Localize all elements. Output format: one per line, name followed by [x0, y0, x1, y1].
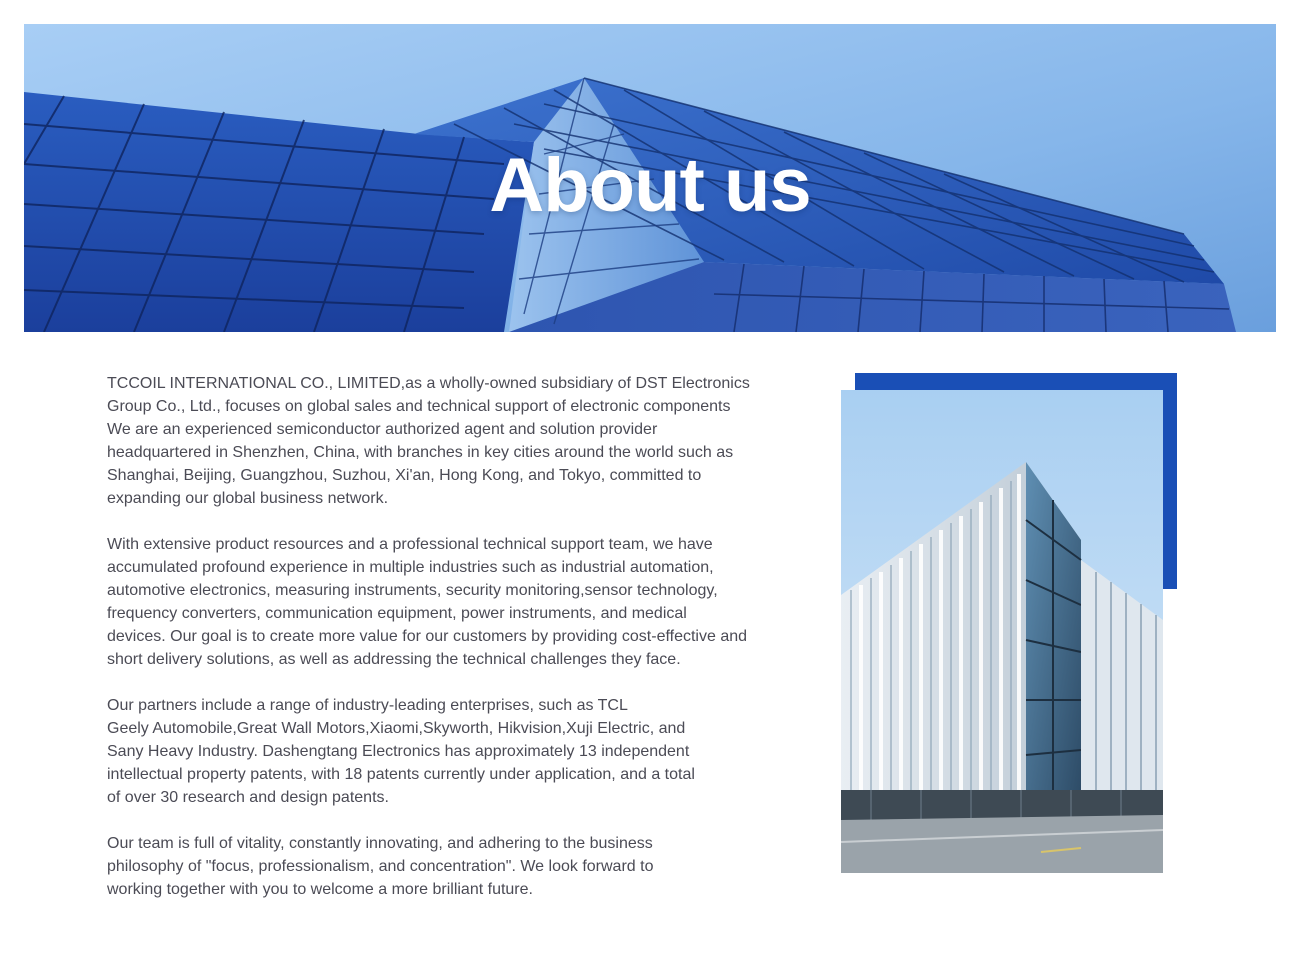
hero-banner — [24, 24, 1276, 332]
paragraph-team: Our team is full of vitality, constantly innovating, and adhering to the business philosophy of "focus, professionalism, and concentration". We look forward to working together with you to welcome a more brilliant future. — [107, 835, 654, 898]
office-building-photo — [841, 390, 1163, 873]
paragraph-experience: With extensive product resources and a professional technical support team, we have accumulated profound experience in multiple industries such as industrial automation, automotive electronics, measuring instruments, security monitoring,sensor technology, frequency converters, communication equipment, power instruments, and medical devices. Our goal is to create more value for our customers by providing cost-effective and short delivery solutions, as well as addressing the technical challenges they face. — [107, 536, 748, 668]
paragraph-partners: Our partners include a range of industry-leading enterprises, such as TCL Geely Automobile,Great Wall Motors,Xiaomi,Skyworth, Hikvision,Xuji Electric, and Sany Heavy Industry. Dashengtang Electronics has approximately 13 independent intellectual property patents, with 18 patents currently under application, and a total of over 30 research and design patents. — [107, 697, 695, 806]
about-text — [107, 372, 779, 924]
building-image — [841, 390, 1163, 873]
page-title: About us — [489, 143, 811, 228]
paragraph-intro: TCCOIL INTERNATIONAL CO., LIMITED,as a wholly-owned subsidiary of DST Electronics Group Co., Ltd., focuses on global sales and technical support of electronic components We are an experienced semiconductor authorized agent and solution provider headquartered in Shenzhen, China, with branches in key cities around the world such as Shanghai, Beijing, Guangzhou, Suzhou, Xi'an, Hong Kong, and Tokyo, committed to expanding our global business network. — [107, 375, 750, 507]
